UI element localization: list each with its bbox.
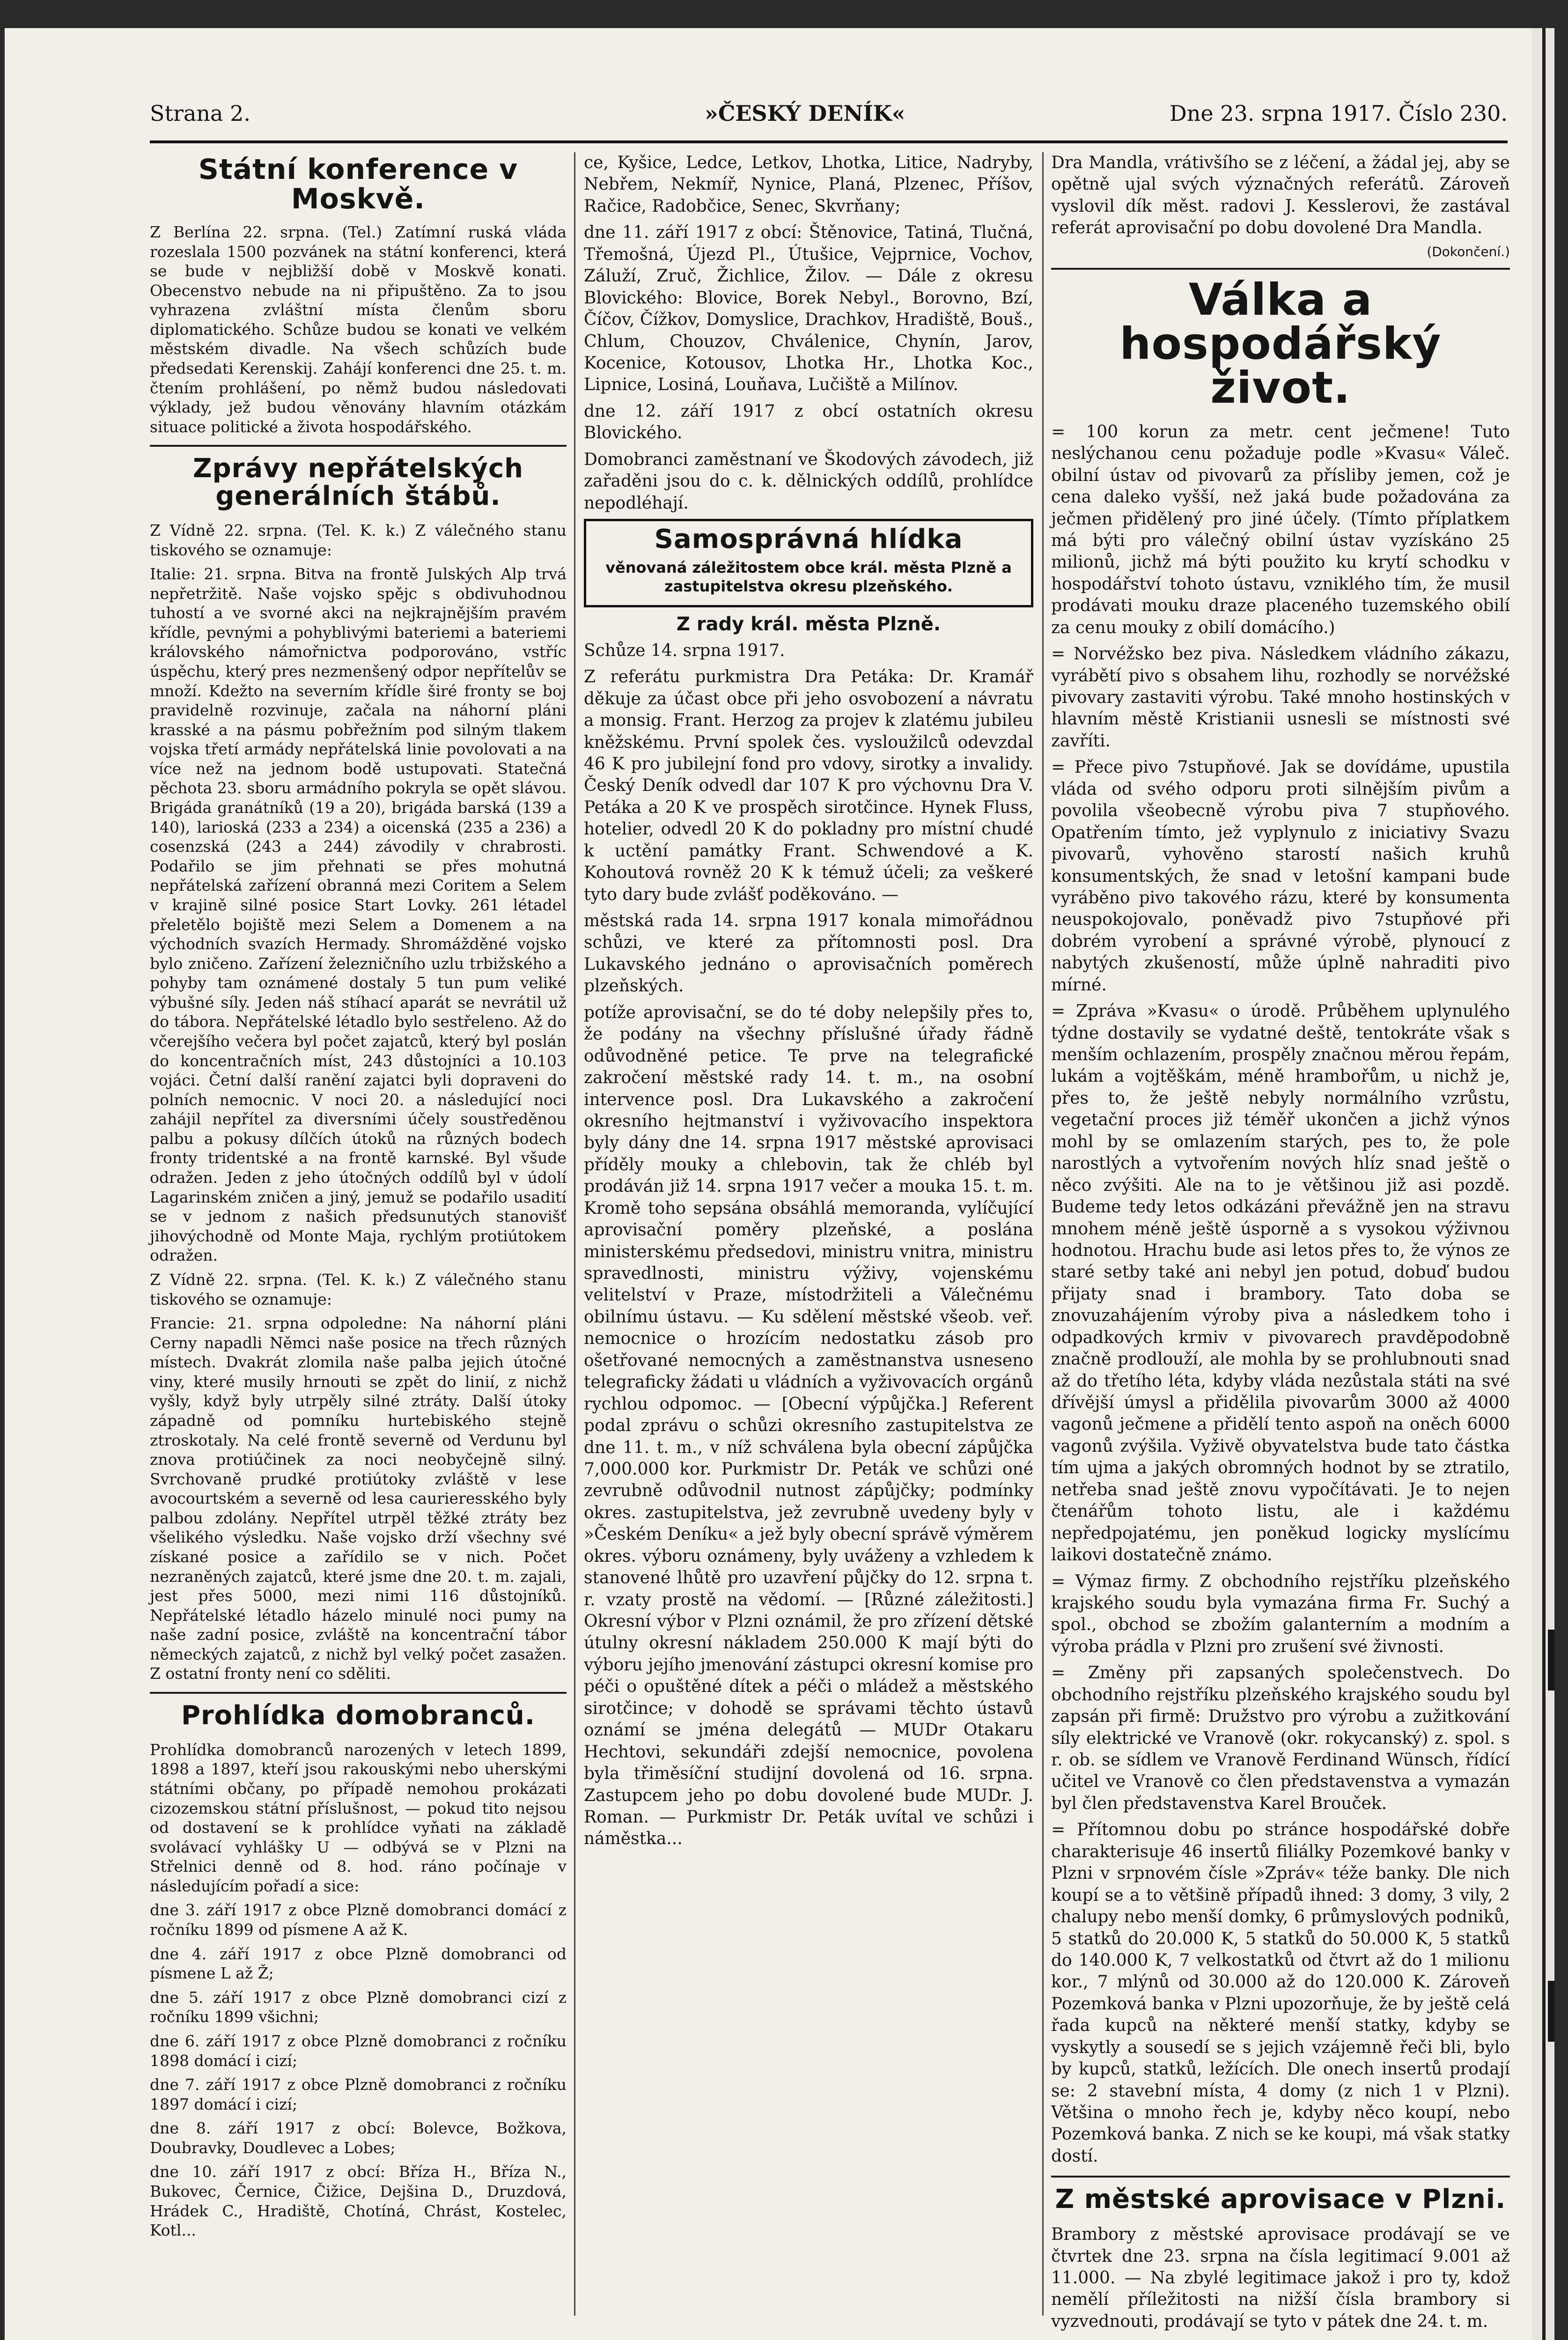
paragraph: = 100 korun za metr. cent ječmene! Tuto neslýchanou cenu požaduje podle »Kvasu« Váleč. obilní ústav od pivovarů za přísliby jemen, což je cena daleko vyšší, než jaká bude požadována za ječmen přidělený pro jiné účely. (Tímto příplatkem má býti pro válečný obilní ústav vyzískáno 25 milionů, jichž má býti použito ku krytí schodku v hospodářství tohoto ústavu, vzniklého tím, že musil prodávati mouku draze placeného tuzemského obilí za cenu mouky z obilí domácího.) bbox=[1051, 422, 1510, 637]
article-body bbox=[150, 222, 567, 436]
paragraph: Z referátu purkmistra Dra Petáka: Dr. Kramář děkuje za účast obce při jeho osvobození a návratu a monsig. Frant. Herzog za projev k zlatému jubileu kněžskému. První spolek čes. vysloužilců odevzdal 46 K pro jubilejní fond pro vdovy, sirotky a invalidy. Český Deník odvedl dar 107 K pro výchovnu Dra V. Petáka a 20 K ve prospěch sirotčince. Hynek Fluss, hotelier, odvedl 20 K do pokladny pro místní chudé k uctění památky Frant. Schwendové a K. Kohoutová rovněž 20 K k témuž účeli; za veškeré tyto dary bude zvlášť poděkováno. — bbox=[584, 667, 1033, 904]
paragraph: Domobranci zaměstnaní ve Škodových závodech, již zařaděni jsou do c. k. dělnických oddílů, prohlídce nepodléhají. bbox=[584, 450, 1033, 513]
paragraph: dne 6. září 1917 z obce Plzně domobranci z ročníku 1898 domácí i cizí; bbox=[150, 2031, 567, 2070]
newspaper-name: »ČESKÝ DENÍK« bbox=[705, 101, 905, 126]
divider bbox=[1051, 2176, 1510, 2178]
paragraph: dne 12. září 1917 z obcí ostatních okresu Blovického. bbox=[584, 401, 1033, 443]
paragraph: = Změny při zapsaných společenstvech. Do obchodního rejstříku plzeňského krajského soudu byl zapsán při firmě: Družstvo pro výrobu a zužitkování síly elektrické ve Vranově (okr. rokycanský) z. spol. s r. ob. se sídlem ve Vranově Ferdinand Wünsch, řídící učitel ve Vranově co člen představenstva a vymazán byl člen představenstva Karel Brouček. bbox=[1051, 1663, 1510, 1813]
paragraph: Prohlídka domobranců narozených v letech 1899, 1898 a 1897, kteří jsou rakouskými nebo uherskými státními občany, po případě nemohou prokázati cizozemskou státní příslušnost, — pokud tito nejsou od dostavení se k prohlídce vyňati na základě svolávací vyhlášky U — odbývá se v Plzni na Střelnici denně od 8. hod. ráno počínaje v následujícím pořadí a sice: bbox=[150, 1740, 567, 1895]
divider bbox=[150, 445, 567, 447]
continuation-note: (Dokončení.) bbox=[1427, 244, 1510, 259]
paragraph: Francie: 21. srpna odpoledne: Na náhorní pláni Cerny napadli Němci naše posice na třech různých místech. Dvakrát zlomila naše palba jejich útočné viny, které musily hrnouti se zpět do linií, z nichž vyšly, když byly utrpěly silné ztráty. Další útoky západně od pomníku hurtebiského stejně ztroskotaly. Na celé frontě severně od Verdunu byl znova protiúčinek za noci neobyčejně silný. Svrchovaně prudké protiútoky zvláště v lese avocourtském a severně od lesa caurieresského byly palbou zdolány. Nepřítel utrpěl těžké ztráty bez všelikého výsledku. Naše vojsko drží všechny své získané posice a zařídilo se v nich. Počet nezraněných zajatců, které jsme dne 20. t. m. zajali, jest přes 5000, mezi nimi 116 důstojníků. Nepřátelské létadlo házelo minulé noci pumy na naše zadní posice, zvláště na koncentrační tábor německých zajatců, z nichž byl velký počet zasažen. Z ostatní fronty není co sděliti. bbox=[150, 1314, 567, 1683]
paragraph: dne 7. září 1917 z obce Plzně domobranci z ročníku 1897 domácí i cizí; bbox=[150, 2075, 567, 2113]
page-header bbox=[150, 101, 1508, 138]
column-2 bbox=[584, 152, 1033, 2320]
column-1 bbox=[150, 152, 567, 2320]
column-3 bbox=[1051, 152, 1510, 2331]
article-body bbox=[584, 640, 1033, 1850]
article-body bbox=[584, 152, 1033, 514]
column-separator bbox=[574, 152, 575, 2316]
paragraph: dne 10. září 1917 z obcí: Bříza H., Bříza N., Bukovec, Černice, Čižice, Dejšina D., Druzdová, Hrádek C., Hradiště, Chotíná, Chrást, Kostelec, Kotl... bbox=[150, 2163, 567, 2240]
paragraph: Brambory z městské aprovisace prodávají se ve čtvrtek dne 23. srpna na čísla legitimací 9.001 až 11.000. — Na zbylé legitimace jakož i pro ty, kdož nemělí příležitosti na nižší čísla brambory si vyzvednouti, prodávají se tyto v pátek dne 24. t. m. bbox=[1051, 2225, 1510, 2331]
paragraph: Z Vídně 22. srpna. (Tel. K. k.) Z válečného stanu tiskového se oznamuje: bbox=[150, 1270, 567, 1308]
subheading: Z rady král. města Plzně. bbox=[676, 613, 941, 635]
section-title: Z městské aprovisace v Plzni. bbox=[1055, 2184, 1506, 2215]
paragraph: dne 5. září 1917 z obce Plzně domobranci cizí z ročníku 1899 všichni; bbox=[150, 1988, 567, 2026]
paragraph: dne 8. září 1917 z obcí: Bolevce, Božkova, Doubravky, Doudlevec a Lobes; bbox=[150, 2119, 567, 2157]
edge-mark bbox=[1548, 1981, 1554, 2042]
paragraph: = Výmaz firmy. Z obchodního rejstříku plzeňského krajského soudu byla vymazána firma Fr. Suchý a spol., obchod se zbožím galanterním a modním a výroba prádla v Plzni pro zrušení své živnosti. bbox=[1051, 1572, 1510, 1656]
article-body bbox=[1051, 152, 1510, 239]
paragraph: = Norvéžsko bez piva. Následkem vládního zákazu, vyrábětí pivo s obsahem lihu, rozhodly se norvéžské pivovary zastaviti výrobu. Také mnoho hostinských v hlavním městě Kristianii usnesli se místnosti své zavříti. bbox=[1051, 644, 1510, 751]
article-title: Zprávy nepřátelských generálních štábů. bbox=[192, 453, 524, 512]
page-number: Strana 2. bbox=[150, 101, 250, 126]
issue-date: Dne 23. srpna 1917. Číslo 230. bbox=[1169, 101, 1508, 126]
edge-mark bbox=[1548, 1630, 1554, 1690]
paragraph: městská rada 14. srpna 1917 konala mimořádnou schůzi, ve které za přítomnosti posl. Dra Lukavského jednáno o aprovisačních poměrech plzeňských. bbox=[584, 911, 1033, 996]
article-body bbox=[150, 521, 567, 1683]
paragraph: Z Berlína 22. srpna. (Tel.) Zatímní ruská vláda rozeslala 1500 pozvánek na státní konferenci, která se bude v nejbližší době v Moskvě konati. Obecenstvo nebude na ni připuštěno. Za to jsou vyhrazena zvláštní místa členům sboru diplomatického. Schůze budou se konati ve velkém městském divadle. Na všech schůzích bude předsedati Kerenskij. Zahájí konferenci dne 25. t. m. čtením prohlášení, po němž budou následovati výklady, jež budou věnovány hlavním otázkám situace politické a života hospodářského. bbox=[150, 223, 567, 436]
article-body bbox=[1051, 2224, 1510, 2333]
section-title: Samosprávná hlídka bbox=[654, 524, 963, 554]
paragraph: dne 4. září 1917 z obce Plzně domobranci od písmene L až Ž; bbox=[150, 1944, 567, 1983]
paragraph: dne 3. září 1917 z obce Plzně domobranci domácí z ročníku 1899 od písmene A až K. bbox=[150, 1901, 567, 1939]
section-subtitle: věnovaná záležitostem obce král. města Plzně a zastupitelstva okresu plzeňského. bbox=[605, 558, 1012, 595]
column-separator bbox=[1042, 152, 1044, 2316]
section-header-box bbox=[584, 519, 1033, 607]
paragraph: Dra Mandla, vrátivšího se z léčení, a žádal jej, aby se opětně ujal svých význačných referátů. Zároveň vyslovil dík měst. radovi J. Kesslerovi, že zastával referát aprovisační po dobu dovolené Dra Mandla. bbox=[1051, 153, 1510, 238]
paragraph: dne 11. září 1917 z obcí: Štěnovice, Tatiná, Tlučná, Třemošná, Újezd Pl., Útušice, Vejprnice, Vochov, Záluží, Zruč, Žichlice, Žilov. — Dále z okresu Blovického: Blovice, Borek Nebyl., Borovno, Bzí, Číčov, Čížkov, Domyslice, Drachkov, Hradiště, Bouš., Chlum, Chouzov, Chválenice, Chynín, Jarov, Kocenice, Kotousov, Lhotka Hr., Lhotka Koc., Lipnice, Losiná, Louňava, Lučiště a Milínov. bbox=[584, 223, 1033, 395]
paragraph: Schůze 14. srpna 1917. bbox=[584, 641, 785, 660]
paragraph: = Zpráva »Kvasu« o úrodě. Průběhem uplynulého týdne dostavily se vydatné deště, tentokráte však s menším ochlazením, prospěly značnou měrou řepám, lukám a vojtěškám, méně hrambořům, u nichž je, přes to, že ještě nebyly normálního vzrůstu, vegetační proces již téměř ukončen a jichž výnos mohl by se omlazením starých, pes to, že pole narostlých a vytvořením nových hlíz snad ještě o něco zvýšiti. Ale na to je většinou již asi pozdě. Budeme tedy letos odkázáni převážně jen na stravu mnohem méně ještě úsporně a s vysokou výživnou hodnotou. Hrachu bude asi letos přes to, že výnos ze staré setby také ani nebyl jen potud, dobuď budou přijaty snad i brambory. Tato doba se znovuzahájením výroby piva a následkem toho i odpadkových krmiv v pivovarech pravděpodobně značně prodlouží, ale mohla by se prohlubnouti snad až do třetího léta, kdyby vláda nezůstala státi na své dřívější úmysl a přidělila pivovarům 3000 až 4000 vagonů ječmene a přidělí tento aspoň na oněch 6000 vagonů zvýšila. Vyživě obyvatelstva bude tato částka tím ujma a jakých obromných hodnot by se ztratilo, netřeba snad ještě znovu vypočítávati. Je to nejen čtenářům tohoto listu, ale i každému nepředpojatému, jen poněkud logicky myslícímu laikovi dostatečně známo. bbox=[1051, 1002, 1510, 1565]
paragraph: Italie: 21. srpna. Bitva na frontě Julských Alp trvá nepřetržitě. Naše vojsko spějc s obdivuhodnou tuhostí a ve svorné akci na nejkrajnějším pravém křídle, pevnými a pohyblivými bateriemi a bateriemi královského námořnictva podporováno, vstříc úspěchu, který pres nezmenšený odpor nepřítelův se množí. Kdežto na severním křídle širé fronty se boj pravidelně rozvinuje, začala na náhorní pláni krasské a na pásmu pobřežním pod silným tlakem vojska třetí armády nepřátelská linie povolovati a na více než na jednom bodě ustupovati. Statečná pěchota 23. sboru armádního pokryla se opět slávou. Brigáda granátníků (19 a 20), brigáda barská (139 a 140), larioská (233 a 234) a oicenská (235 a 236) a cosenzská (243 a 244) závodily v chrabrosti. Podařilo se jim přehnati se přes mohutná nepřátelská zařízení obranná mezi Coritem a Selem v krajině silné posice Start Lovky. 261 létadel přeletělo bojiště mezi Selem a Domenem a na východních svazích Hermady. Shromážděné vojsko bylo zničeno. Zařízení železničního uzlu trbižského a pohyby tam oznámené dostaly 5 tun pum veliké výbušné síly. Jeden náš stíhací aparát se nevrátil už do tábora. Nepřátelské létadlo bylo sestřeleno. Až do včerejšího večera byl počet zajatců, který byl poslán do koncentračních míst, 243 důstojníci a 10.103 vojáci. Četní další ranění zajatci byli dopraveni do polních nemocnic. V noci 20. a následující noci zahájil nepřítel za diversními účely soustředěnou palbu a pokusy dílčích útoků na různých bodech fronty tridentské a na frontě karnské. Byl všude odražen. Jeden z jeho útočných oddílů byl v údolí Lagarinském zničen a jiný, jemuž se podařilo usadití se v jednom z našich předsunutých stanovišť jihovýchodně od Monte Maja, rychlým protiútokem odražen. bbox=[150, 565, 567, 1265]
paragraph: Z Vídně 22. srpna. (Tel. K. k.) Z válečného stanu tiskového se oznamuje: bbox=[150, 521, 567, 559]
paragraph: = Přece pivo 7stupňové. Jak se dovídáme, upustila vláda od svého odporu proti silnějším pivům a povolila všeobecně výrobu piva 7 stupňového. Opatřením tímto, jež vyplynulo z iniciativy Svazu pivovarů, vyhověno starostí našich kruhů konsumentských, že snad v letošní kampani bude vyráběno pivo takového rázu, které by konsumenta neuspokojovalo, poněvadž pivo 7stupňové při dobrém vyrobení a správné výrobě, plynoucí z nabytých zkušeností, může úplně nahraditi pivo mírné. bbox=[1051, 758, 1510, 995]
paragraph: = Přítomnou dobu po stránce hospodářské dobře charakterisuje 46 insertů filiálky Pozemkové banky v Plzni v srpnovém čísle »Zpráv« téže banky. Dle nich koupí se a to většině případů ihned: 3 domy, 3 vily, 2 chalupy nebo menší domky, 6 průmyslových podniků, 5 statků do 20.000 K, 5 statků do 50.000 K, 5 statků do 140.000 K, 7 velkostatků od čtvrt až do 1 milionu kor., 7 mlýnů od 30.000 až do 120.000 K. Zároveň Pozemková banka v Plzni upozorňuje, že by ještě celá řada kupců na některé menší statky, kdyby se vyskytly a sousedí se s jejich vzájemně řeči bli, bylo by kupců, statků, ležících. Dle onech insertů prodají se: 2 stavební místa, 4 domy (z nich 1 v Plzni). Většina o mnoho řech je, kdyby něco koupí, nebo Pozemková banka. Z nich se ke koupi, má však statky dostí. bbox=[1051, 1820, 1510, 2166]
article-body bbox=[1051, 421, 1510, 2168]
paragraph: ce, Kyšice, Ledce, Letkov, Lhotka, Litice, Nadryby, Nebřem, Nekmíř, Nynice, Planá, Plzenec, Příšov, Račice, Radobčice, Senec, Skvrňany; bbox=[584, 153, 1033, 216]
section-title: Válka a hospodářský život. bbox=[1119, 274, 1442, 413]
divider bbox=[1051, 268, 1510, 270]
article-title: Státní konference v Moskvě. bbox=[198, 153, 518, 215]
divider bbox=[150, 1692, 567, 1694]
page-edge-strip bbox=[1542, 28, 1546, 2340]
header-rule bbox=[150, 140, 1508, 143]
article-title: Prohlídka domobranců. bbox=[181, 1700, 536, 1731]
article-body bbox=[150, 1740, 567, 2240]
paragraph: potíže aprovisační, se do té doby nelepšily přes to, že podány na všechny příslušné úřady řádně odůvodněné petice. Te prve na telegrafické zakročení městské rady 14. t. m., na osobní intervence posl. Dra Lukavského a zakročení okresního hejtmanství i vyživovacího inspektora byly dány dne 14. srpna 1917 městské aprovisaci příděly mouky a chlebovin, tak že chléb byl prodáván již 14. srpna 1917 večer a mouka 15. t. m. Kromě toho sepsána obsáhlá memoranda, vylíčující aprovisační poměry plzeňské, a poslána ministerskému předsedovi, ministru vnitra, ministru spravedlnosti, ministru výživy, vojenskému velitelství v Praze, místodržiteli a Válečnému obilnímu ústavu. — Ku sdělení městské všeob. veř. nemocnice o hrozícím nedostatku zásob pro ošetřované nemocných a zaměstnanstva usneseno telegraficky žádati u vládních a vyživovacích orgánů rychlou odpomoc. — [Obecní výpůjčka.] Referent podal zprávu o schůzi okresního zastupitelstva ze dne 11. t. m., v níž schválena byla obecní zápůjčka 7,000.000 kor. Purkmistr Dr. Peták ve schůzi oné zevrubně odůvodnil nutnost zápůjčky; podmínky okres. zastupitelstva, jež zevrubně uvedeny byly v »Českém Deníku« a jež byly obecní správě výměrem okres. výboru oznámeny, byly uváženy a vzhledem k stanovené lhůtě pro uzavření půjčky do 12. srpna t. r. vzaty prostě na vědomí. — [Různé záležitosti.] Okresní výbor v Plzni oznámil, že pro zřízení dětské útulny okresní nákladem 250.000 K mají býti do výboru jejího jmenování zástupci okresní komise pro péči o opuštěné dítek a péči o mládež a městského sirotčince; v dohodě se správami těchto ústavů oznámí se jména delegátů — MUDr Otakaru Hechtovi, sekundáři zdejší nemocnice, povolena byla třiměsíční studijní dovolená od 16. srpna. Zastupcem jeho po dobu dovolené bude MUDr. J. Roman. — Purkmistr Dr. Peták uvítal ve schůzi i náměstka... bbox=[584, 1003, 1033, 1849]
